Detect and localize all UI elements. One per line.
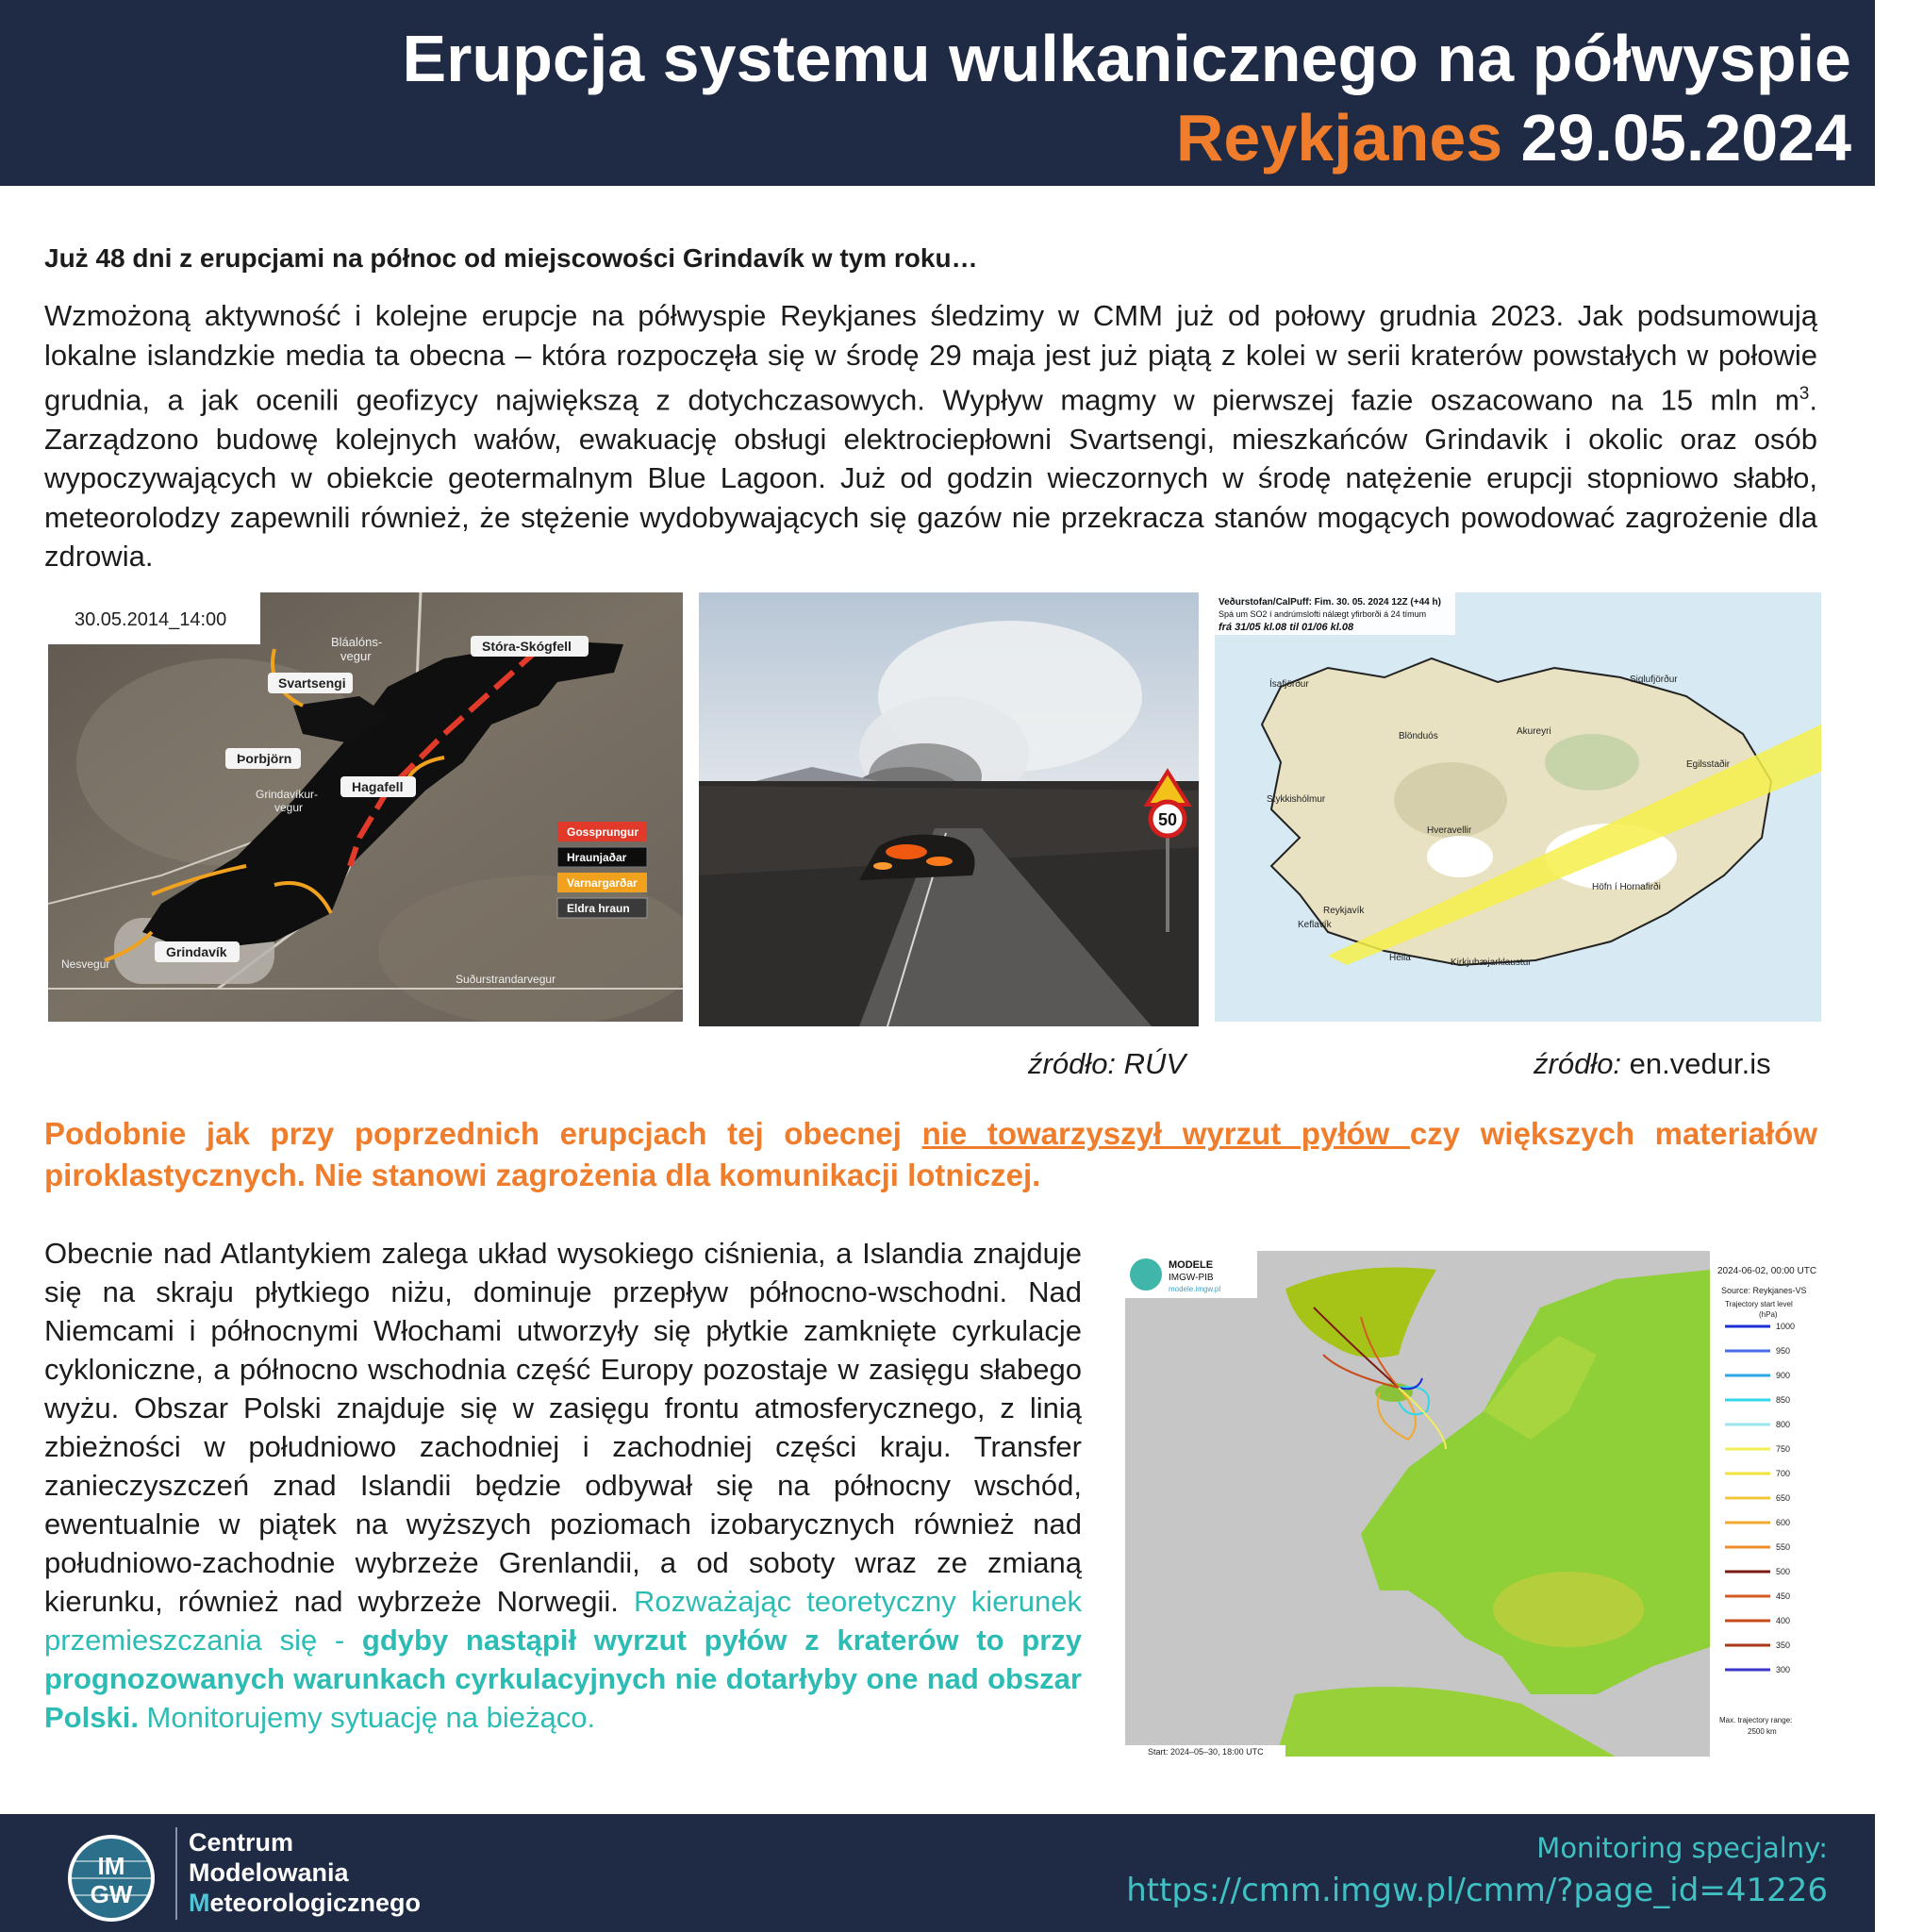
source-ruv-label: źródło: <box>1028 1047 1117 1080</box>
title-place: Reykjanes <box>1175 101 1503 175</box>
monitoring-url[interactable]: https://cmm.imgw.pl/cmm/?page_id=41226 <box>1126 1872 1828 1909</box>
source-vedur-label: źródło: <box>1534 1047 1622 1080</box>
map1-timestamp: 30.05.2014_14:00 <box>75 609 227 630</box>
lead-heading: Już 48 dni z erupcjami na północ od miejscowości Grindavík w tym roku… <box>44 243 978 273</box>
teal-bold: gdyby nastąpił wyrzut pyłów z kraterów to przy prognozowanych warunkach cyrkulacyjnych nie dotarłyby one nad obszar Polski. <box>44 1624 1082 1734</box>
trajectory-map-graphic <box>1125 1251 1832 1757</box>
place-reykjavik: Reykjavík <box>1323 906 1365 916</box>
intro-text-a: Wzmożoną aktywność i kolejne erupcje na półwyspie Reykjanes śledzimy w CMM już od połowy grudnia 2023. Jak podsumowują lokalne islandzkie media ta obecna – która rozpoczęła się w środę 29 maja jest już piątą z kolei w serii kraterów powstałych w połowie grudnia, a jak ocenili geofizycy największą z dotychczasowych. Wypływ magmy w pierwszej fazie oszacowano na 15 mln m <box>44 299 1817 417</box>
label-svartsengi: Svartsengi <box>278 675 346 691</box>
label-blaalons: Bláalóns- <box>331 635 383 649</box>
title-line2 <box>1176 100 1851 175</box>
level-label-550: 550 <box>1776 1542 1791 1552</box>
source-ruv-value: RÚV <box>1123 1047 1186 1080</box>
map3-brand-3: modele.imgw.pl <box>1169 1285 1221 1293</box>
org-line-3 <box>189 1888 421 1918</box>
level-label-650: 650 <box>1776 1493 1791 1503</box>
label-hagafell: Hagafell <box>352 779 404 794</box>
source-vedur <box>1534 1047 1771 1081</box>
level-label-950: 950 <box>1776 1346 1791 1356</box>
place-isafjordur: Ísafjörður <box>1269 679 1309 690</box>
legend-varnargardar: Varnargarðar <box>567 876 638 890</box>
label-blaalons-vegur: vegur <box>340 649 372 663</box>
logo-text-bottom: GW <box>90 1880 133 1908</box>
warning-text-a: Podobnie jak przy poprzednich erupcjach tej obecnej <box>44 1116 922 1151</box>
map3-legend-title-1: Trajectory start level <box>1725 1300 1793 1308</box>
level-label-600: 600 <box>1776 1518 1791 1527</box>
monitoring-label: Monitoring specjalny: <box>1536 1832 1828 1864</box>
level-label-800: 800 <box>1776 1420 1791 1429</box>
map2-header-2: Spá um SO2 í andrúmslofti nálægt yfirborði á 24 tímum <box>1219 609 1427 619</box>
title-date: 29.05.2024 <box>1520 101 1851 175</box>
place-egilsstadir: Egilsstaðir <box>1686 759 1731 770</box>
place-hofn: Höfn í Hornafirði <box>1592 882 1661 892</box>
level-label-900: 900 <box>1776 1371 1791 1380</box>
label-nesvegur: Nesvegur <box>61 958 110 971</box>
level-label-300: 300 <box>1776 1665 1791 1674</box>
aviation-warning <box>44 1113 1817 1196</box>
lava-flow-map <box>48 592 683 1022</box>
iceland-so2-map-graphic <box>1215 592 1821 1022</box>
title-line1: Erupcja systemu wulkanicznego na półwyspie <box>402 22 1851 95</box>
label-grindavikurvegur-2: vegur <box>274 801 304 814</box>
level-label-700: 700 <box>1776 1469 1791 1478</box>
organization-name <box>189 1827 421 1918</box>
level-label-850: 850 <box>1776 1395 1791 1405</box>
map3-max-range-1: Max. trajectory range: <box>1719 1716 1793 1724</box>
intro-superscript: 3 <box>1799 384 1810 404</box>
level-label-500: 500 <box>1776 1567 1791 1576</box>
place-hella: Hella <box>1389 953 1411 963</box>
level-label-750: 750 <box>1776 1444 1791 1454</box>
map3-brand-2: IMGW-PIB <box>1169 1273 1214 1283</box>
iceland-so2-map <box>1215 592 1821 1022</box>
synoptic-text: Obecnie nad Atlantykiem zalega układ wysokiego ciśnienia, a Islandia znajduje się na skraju płytkiego niżu, dominuje przepływ północno-wschodni. Nad Niemcami i północnymi Włochami utworzyły się płytkie zamknięte cyrkulacje cykloniczne, a północno wschodnia część Europy pozostaje w zasięgu słabego wyżu. Obszar Polski znajduje się w zasięgu frontu atmosferycznego, z linią zbieżności w południowo zachodniej i zachodniej części kraju. Transfer zanieczyszczeń znad Islandii będzie odbywał się na północny wschód, ewentualnie w piątek na wyższych poziomach izobarycznych również nad południowo-zachodnie wybrzeże Grenlandii, a od soboty wraz ze zmianą kierunku, również nad wybrzeże Norwegii. <box>44 1237 1082 1618</box>
level-label-450: 450 <box>1776 1591 1791 1601</box>
map2-header-3: frá 31/05 kl.08 til 01/06 kl.08 <box>1219 622 1354 633</box>
lava-flow-map-graphic <box>48 592 683 1022</box>
place-akureyri: Akureyri <box>1517 726 1551 737</box>
map3-level-legend <box>1725 1322 1795 1674</box>
source-ruv <box>1028 1047 1186 1081</box>
map3-date: 2024-06-02, 00:00 UTC <box>1717 1266 1817 1276</box>
warning-underlined: nie towarzyszył wyrzut pyłów <box>921 1116 1410 1151</box>
place-stykkisholmur: Stykkishólmur <box>1267 794 1326 805</box>
legend-gossprungur: Gossprungur <box>567 825 639 839</box>
warning-text-b: czy większych materiałów piroklastycznych. Nie stanowi zagrożenia dla komunikacji lotniczej. <box>44 1116 1817 1192</box>
place-keflavik: Keflavík <box>1298 920 1332 930</box>
synoptic-paragraph <box>44 1234 1082 1737</box>
intro-text-b: . Zarządzono budowę kolejnych wałów, ewakuację obsługi elektrociepłowni Svartsengi, mieszkańców Grindavik i okolic oraz osób wypoczywających w obiekcie geotermalnym Blue Lagoon. Już od godzin wieczornych w środę natężenie erupcji stopniowo słabło, meteorolodzy zapewnili również, że stężenie wydobywających się gazów nie przekracza stanów mogących powodować zagrożenie dla zdrowia. <box>44 383 1817 574</box>
map3-start: Start: 2024–05–30, 18:00 UTC <box>1148 1747 1264 1757</box>
legend-eldra-hraun: Eldra hraun <box>567 902 630 915</box>
monitoring-info <box>1126 1829 1828 1914</box>
map3-legend-title-2: (hPa) <box>1759 1310 1778 1319</box>
map3-brand-1: MODELE <box>1169 1259 1214 1271</box>
org-line-2: Modelowania <box>189 1858 349 1887</box>
place-siglufjordur: Siglufjörður <box>1630 675 1678 685</box>
place-hveravellir: Hveravellir <box>1427 825 1472 836</box>
map3-max-range-2: 2500 km <box>1748 1727 1777 1736</box>
intro-paragraph <box>44 296 1817 576</box>
legend-hraunjadar: Hraunjaðar <box>567 851 627 864</box>
place-kirkjubaejarklaustur: Kirkjubæjarklaustur <box>1451 958 1532 968</box>
level-label-350: 350 <box>1776 1641 1791 1650</box>
map2-header-1: Veðurstofan/CalPuff: Fim. 30. 05. 2024 12Z (+44 h) <box>1219 597 1441 608</box>
place-blonduos: Blönduós <box>1399 731 1438 741</box>
teal-text-b: Monitorujemy sytuację na bieżąco. <box>138 1701 596 1734</box>
teal-text-a: Rozważając teoretyczny kierunek przemieszczania się - <box>44 1585 1082 1657</box>
footer-banner <box>0 1814 1875 1932</box>
org-line-3-rest: eteorologicznego <box>209 1889 422 1917</box>
footer-divider <box>175 1827 177 1920</box>
label-sudurstrandarvegur: Suðurstrandarvegur <box>456 973 556 986</box>
speed-sign-value: 50 <box>1157 810 1178 829</box>
org-line-1: Centrum <box>189 1828 294 1857</box>
source-vedur-value: en.vedur.is <box>1629 1047 1771 1080</box>
lava-road-photo <box>699 592 1199 1026</box>
imgw-logo-icon <box>66 1833 157 1924</box>
map3-source: Source: Reykjanes-VS <box>1721 1286 1807 1295</box>
label-grindavik: Grindavík <box>166 944 227 959</box>
label-grindavikurvegur: Grindavíkur- <box>256 788 319 801</box>
org-line-3-first: M <box>189 1889 210 1917</box>
trajectory-map <box>1125 1251 1832 1757</box>
header-banner <box>0 0 1875 186</box>
lava-road-photo-graphic <box>699 592 1199 1026</box>
label-thorbjorn: Þorbjörn <box>237 751 292 766</box>
level-label-400: 400 <box>1776 1616 1791 1625</box>
level-label-1000: 1000 <box>1776 1322 1796 1331</box>
logo-text-top: IM <box>97 1852 125 1880</box>
label-storaskogfell: Stóra-Skógfell <box>482 639 572 654</box>
